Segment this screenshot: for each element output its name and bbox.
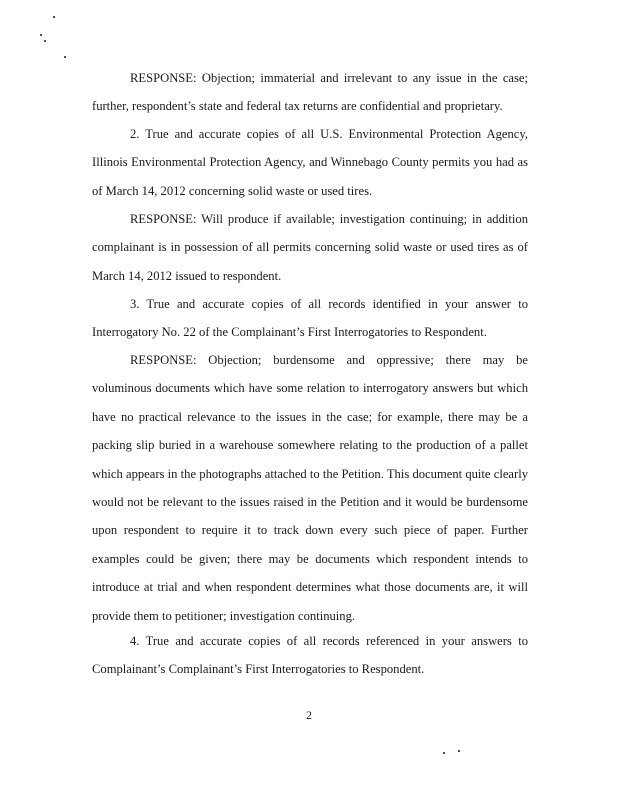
scan-speck [44,40,46,42]
request-2-paragraph: 2. True and accurate copies of all U.S. Environmental Protection Agency, Illinois Environmental Protection Agency, and Winnebago County permits you had as of March 14, 2012 concerning solid waste or used tires. [92,127,528,198]
request-3-paragraph: 3. True and accurate copies of all records identified in your answer to Interrogatory No. 22 of the Complainant’s First Interrogatories to Respondent. [92,297,528,340]
scan-speck [40,34,42,36]
scan-speck [64,56,66,58]
scan-speck [458,750,460,752]
response-1-paragraph: RESPONSE: Objection; immaterial and irrelevant to any issue in the case; further, respondent’s state and federal tax returns are confidential and proprietary. [92,71,528,114]
response-3-paragraph: RESPONSE: Objection; burdensome and oppressive; there may be voluminous documents which have some relation to interrogatory answers but which have no practical relevance to the issues in the case; for example, there may be a packing slip buried in a warehouse somewhere relating to the production of a pallet which appears in the photographs attached to the Petition. This document quite clearly would not be relevant to the issues raised in the Petition and it would be burdensome upon respondent to require it to track down every such piece of paper. Further examples could be given; there may be documents which respondent intends to introduce at trial and when respondent determines what those documents are, it will provide them to petitioner; investigation continuing. [92,353,528,623]
page-number: 2 [306,708,312,722]
scan-speck [443,752,445,754]
scan-speck [53,16,55,18]
response-2-paragraph: RESPONSE: Will produce if available; investigation continuing; in addition complainant is in possession of all permits concerning solid waste or used tires as of March 14, 2012 issued to respondent. [92,212,528,283]
request-4-paragraph: 4. True and accurate copies of all records referenced in your answers to Complainant’s Complainant’s First Interrogatories to Respondent. [92,634,528,677]
